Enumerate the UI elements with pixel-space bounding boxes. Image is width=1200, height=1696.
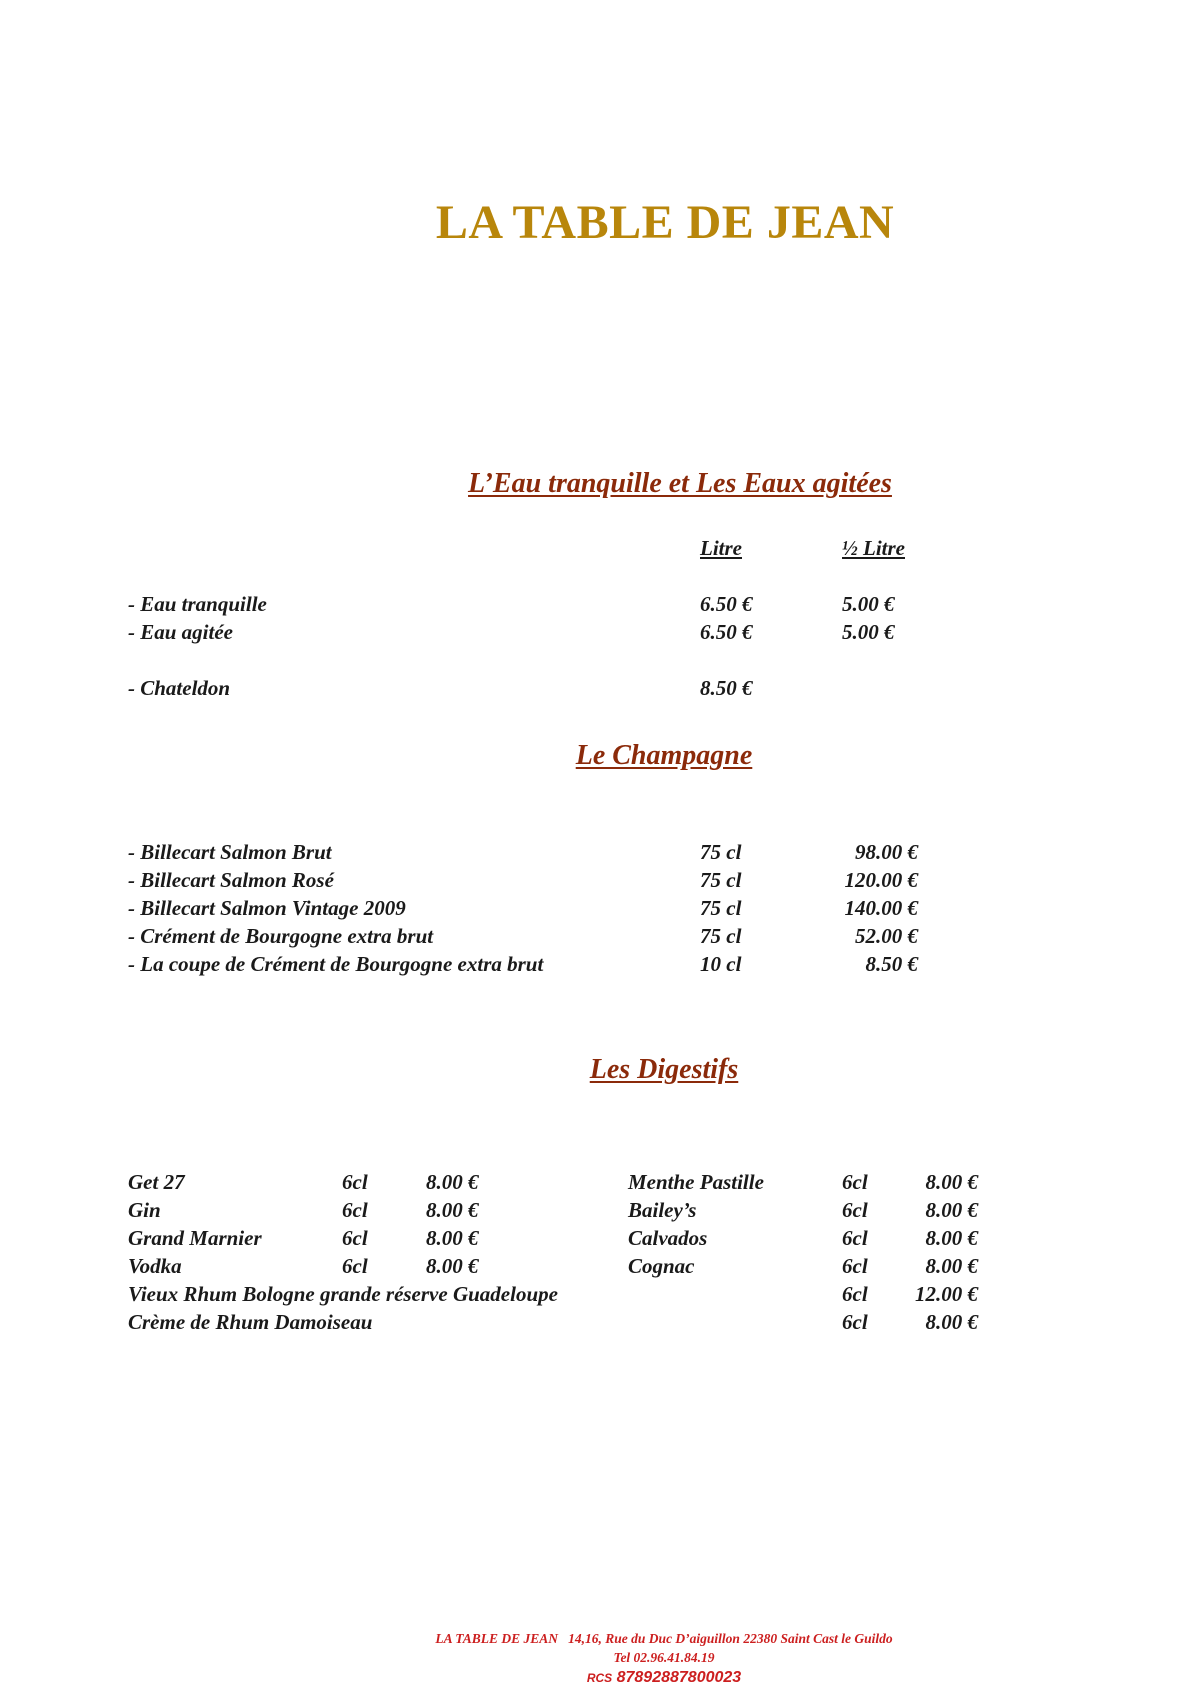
list-item-price-half: 5.00 € [842, 620, 895, 644]
list-item-name: Gin [128, 1198, 161, 1222]
list-item-size: 75 cl [700, 840, 742, 864]
list-item-size: 6cl [342, 1198, 368, 1222]
section-heading-champagne: Le Champagne [575, 740, 753, 771]
list-item-name: Vieux Rhum Bologne grande réserve Guadeloupe [128, 1282, 558, 1306]
list-item-name: - Billecart Salmon Vintage 2009 [128, 896, 406, 920]
list-item-size: 75 cl [700, 896, 742, 920]
list-item-size: 6cl [342, 1170, 368, 1194]
page-title: LA TABLE DE JEAN [435, 196, 895, 249]
list-item-name: - Chateldon [128, 676, 231, 700]
list-item-size: 6cl [842, 1254, 868, 1278]
list-item-price: 8.00 € [925, 1310, 978, 1334]
list-item-name: Menthe Pastille [628, 1170, 764, 1194]
list-item-name: Vodka [128, 1254, 182, 1278]
footer-rcs-number: 87892887800023 [616, 1669, 742, 1686]
column-header-litre: Litre [700, 536, 742, 560]
list-item-name: - Eau agitée [128, 620, 233, 644]
list-item-name: Grand Marnier [128, 1226, 262, 1250]
list-item-size: 6cl [842, 1226, 868, 1250]
list-item-price: 8.00 € [925, 1170, 978, 1194]
list-item-price: 8.00 € [426, 1170, 479, 1194]
column-header-half-litre: ½ Litre [842, 536, 905, 560]
list-item-name: - Billecart Salmon Brut [128, 840, 332, 864]
list-item-name: Crème de Rhum Damoiseau [128, 1310, 373, 1334]
footer-address: LA TABLE DE JEAN 14,16, Rue du Duc D’aiguillon 22380 Saint Cast le Guildo [435, 1631, 893, 1646]
list-item-size: 6cl [842, 1170, 868, 1194]
list-item-price: 98.00 € [855, 840, 918, 864]
list-item-size: 6cl [842, 1310, 868, 1334]
footer-rcs-label: RCS [586, 1671, 613, 1685]
list-item-name: Calvados [628, 1226, 708, 1250]
list-item-size: 6cl [342, 1254, 368, 1278]
list-item-name: Bailey’s [628, 1198, 697, 1222]
list-item-price: 140.00 € [844, 896, 918, 920]
list-item-price: 8.00 € [925, 1254, 978, 1278]
list-item-price: 8.00 € [925, 1198, 978, 1222]
list-item-price: 120.00 € [844, 868, 918, 892]
list-item-name: - La coupe de Crément de Bourgogne extra brut [128, 952, 544, 976]
list-item-name: Get 27 [128, 1170, 185, 1194]
list-item-size: 6cl [842, 1198, 868, 1222]
list-item-price-litre: 6.50 € [700, 592, 753, 616]
list-item-size: 6cl [842, 1282, 868, 1306]
footer-phone: Tel 02.96.41.84.19 [613, 1650, 715, 1665]
list-item-size: 10 cl [700, 952, 742, 976]
section-heading-digestifs: Les Digestifs [589, 1054, 739, 1085]
list-item-price-litre: 6.50 € [700, 620, 753, 644]
list-item-price-half: 5.00 € [842, 592, 895, 616]
list-item-price: 12.00 € [915, 1282, 978, 1306]
list-item-price: 8.00 € [426, 1198, 479, 1222]
list-item-size: 75 cl [700, 868, 742, 892]
list-item-name: - Billecart Salmon Rosé [128, 868, 334, 892]
footer-rcs [0, 1669, 1200, 1687]
list-item-price: 8.00 € [426, 1254, 479, 1278]
list-item-name: Cognac [628, 1254, 695, 1278]
list-item-price-litre: 8.50 € [700, 676, 753, 700]
list-item-price: 8.00 € [426, 1226, 479, 1250]
section-heading-waters: L’Eau tranquille et Les Eaux agitées [468, 468, 892, 499]
list-item-name: - Eau tranquille [128, 592, 267, 616]
list-item-size: 6cl [342, 1226, 368, 1250]
list-item-name: - Crément de Bourgogne extra brut [128, 924, 434, 948]
list-item-price: 8.50 € [865, 952, 918, 976]
list-item-price: 52.00 € [855, 924, 918, 948]
list-item-price: 8.00 € [925, 1226, 978, 1250]
list-item-size: 75 cl [700, 924, 742, 948]
